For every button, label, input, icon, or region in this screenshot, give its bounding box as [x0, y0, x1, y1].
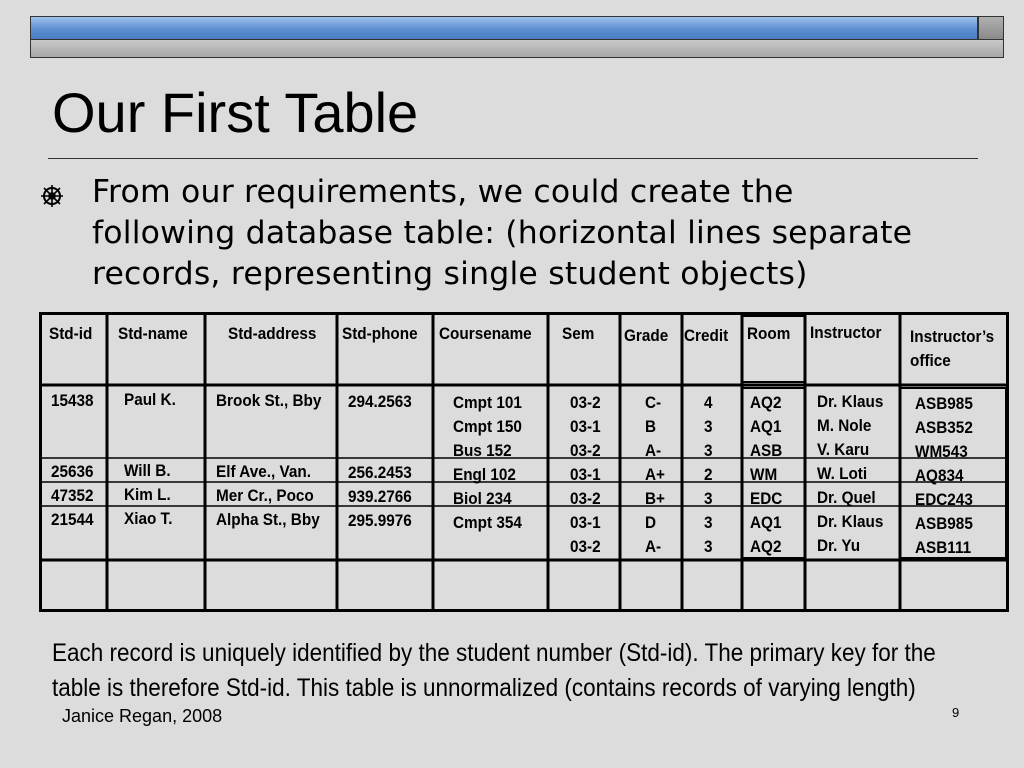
student-table: [39, 312, 1009, 612]
sem-cell: 03-2: [570, 393, 601, 412]
grade-cell: A+: [645, 465, 665, 484]
std-address-cell: Brook St., Bby: [216, 391, 322, 410]
header-std-address: Std-address: [228, 324, 317, 343]
credit-cell: 3: [704, 537, 713, 556]
header-std-id: Std-id: [49, 324, 93, 343]
title-divider: [48, 158, 978, 159]
room-cell: EDC: [750, 489, 783, 508]
std-name-cell: Will B.: [124, 461, 171, 480]
room-cell: WM: [750, 465, 778, 484]
course-cell: Cmpt 150: [453, 417, 522, 436]
office-cell: AQ834: [915, 466, 964, 485]
room-cell: AQ2: [750, 393, 782, 412]
office-cell: ASB985: [915, 514, 973, 533]
credit-cell: 4: [704, 393, 713, 412]
instructor-cell: Dr. Yu: [817, 536, 861, 555]
office-column: [915, 392, 973, 560]
std-name-cell: Paul K.: [124, 390, 176, 409]
std-id-cell: 25636: [51, 462, 94, 481]
sem-cell: 03-1: [570, 417, 601, 436]
std-address-cell: Alpha St., Bby: [216, 510, 320, 529]
sem-cell: 03-1: [570, 513, 601, 532]
grade-cell: A-: [645, 537, 662, 556]
title-bar-lower-decoration: [30, 40, 1004, 58]
header-credit: Credit: [684, 326, 729, 345]
bullet-line: following database table: (horizontal lines separate: [92, 215, 913, 251]
office-cell: WM543: [915, 442, 968, 461]
room-cell: AQ1: [750, 513, 782, 532]
office-cell: ASB111: [915, 538, 972, 557]
credit-cell: 2: [704, 465, 713, 484]
credit-cell: 3: [704, 489, 713, 508]
std-id-cell: 15438: [51, 391, 94, 410]
course-cell: Cmpt 354: [453, 513, 522, 532]
std-address-cell: Elf Ave., Van.: [216, 462, 311, 481]
instructor-cell: W. Loti: [817, 464, 868, 483]
instructor-column: [817, 390, 883, 558]
header-sem: Sem: [562, 324, 595, 343]
header-std-name: Std-name: [118, 324, 188, 343]
room-column: [750, 391, 782, 559]
course-cell: Bus 152: [453, 441, 512, 460]
footnote-line: Each record is uniquely identified by the student number (Std-id). The primary key for the: [52, 639, 936, 667]
room-cell: AQ2: [750, 537, 782, 556]
std-name-cell: Kim L.: [124, 485, 171, 504]
footnote-line: table is therefore Std-id. This table is unnormalized (contains records of varying length): [52, 674, 916, 702]
header-std-phone: Std-phone: [342, 324, 418, 343]
sem-cell: 03-2: [570, 441, 601, 460]
grade-column: [645, 391, 665, 559]
std-id-cell: 47352: [51, 486, 94, 505]
wheel-bullet-icon: [40, 184, 64, 213]
page-number: 9: [952, 705, 960, 720]
grade-cell: A-: [645, 441, 662, 460]
sem-column: [570, 391, 601, 559]
office-cell: EDC243: [915, 490, 973, 509]
std-name-cell: Xiao T.: [124, 509, 173, 528]
credit-cell: 3: [704, 417, 713, 436]
header-coursename: Coursename: [439, 324, 532, 343]
sem-cell: 03-2: [570, 489, 601, 508]
course-cell: Biol 234: [453, 489, 512, 508]
credit-cell: 3: [704, 513, 713, 532]
office-cell: ASB985: [915, 394, 973, 413]
std-phone-cell: 939.2766: [348, 487, 412, 506]
instructor-cell: Dr. Klaus: [817, 392, 884, 411]
std-address-cell: Mer Cr., Poco: [216, 486, 314, 505]
grade-cell: C-: [645, 393, 662, 412]
std-phone-cell: 294.2563: [348, 392, 412, 411]
office-cell: ASB352: [915, 418, 973, 437]
header-grade: Grade: [624, 326, 669, 345]
course-cell: Engl 102: [453, 465, 516, 484]
header-room: Room: [747, 324, 791, 343]
std-phone-cell: 256.2453: [348, 463, 412, 482]
std-phone-cell: 295.9976: [348, 511, 412, 530]
bullet-line: From our requirements, we could create the: [92, 174, 794, 210]
header-instructor-office: Instructor’s office: [910, 327, 995, 370]
title-bar-square: [978, 16, 1004, 40]
author-credit: Janice Regan, 2008: [62, 706, 223, 726]
instructor-cell: Dr. Klaus: [817, 512, 884, 531]
sem-cell: 03-1: [570, 465, 601, 484]
instructor-cell: V. Karu: [817, 440, 870, 459]
credit-cell: 3: [704, 441, 713, 460]
grade-cell: B+: [645, 489, 665, 508]
room-cell: ASB: [750, 441, 783, 460]
bullet-line: records, representing single student objects): [92, 256, 808, 292]
std-id-cell: 21544: [51, 510, 94, 529]
grade-cell: D: [645, 513, 657, 532]
bullet-text: [92, 172, 992, 295]
sem-cell: 03-2: [570, 537, 601, 556]
coursename-column: [453, 391, 522, 535]
credit-column: [704, 391, 713, 559]
grade-cell: B: [645, 417, 657, 436]
footnote-text: [52, 636, 936, 706]
course-cell: Cmpt 101: [453, 393, 522, 412]
room-cell: AQ1: [750, 417, 782, 436]
instructor-cell: Dr. Quel: [817, 488, 876, 507]
header-instructor: Instructor: [810, 323, 882, 342]
instructor-cell: M. Nole: [817, 416, 872, 435]
slide-title: Our First Table: [52, 81, 419, 144]
title-bar-decoration: [30, 16, 978, 40]
